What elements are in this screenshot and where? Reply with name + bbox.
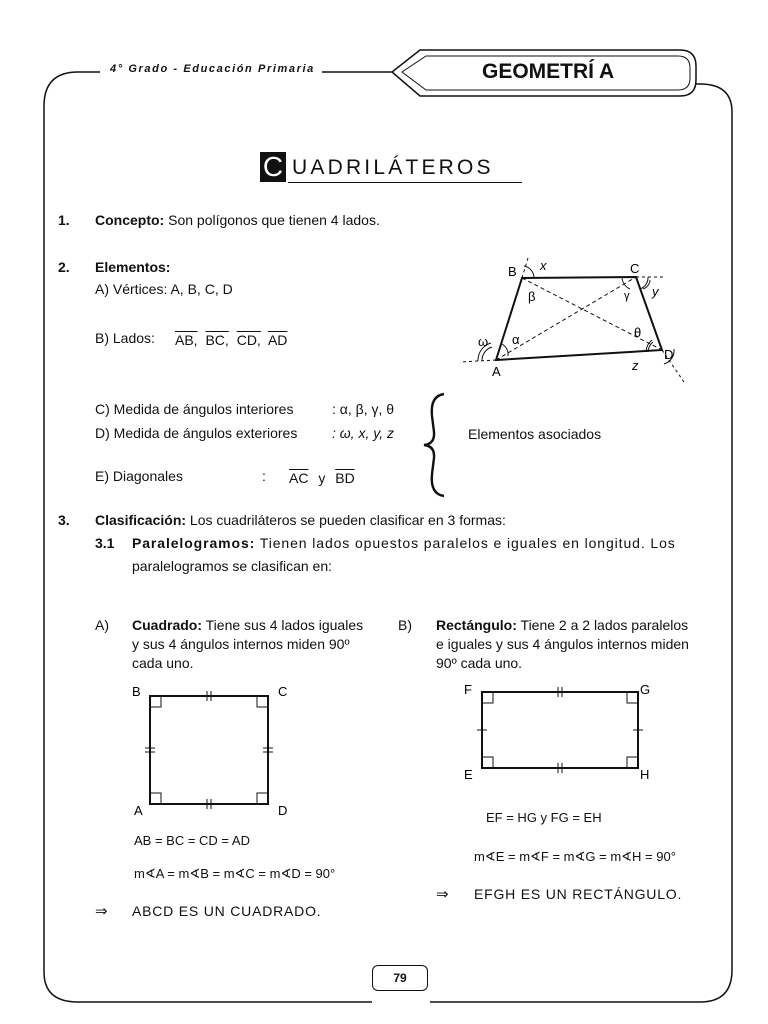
clasificacion-line bbox=[95, 511, 506, 530]
square-diagram bbox=[128, 680, 298, 820]
title-initial: C bbox=[260, 152, 286, 182]
option-letter: A) bbox=[95, 617, 109, 633]
rectangulo-description: Rectángulo: Tiene 2 a 2 lados paralelos e iguales y sus 4 ángulos internos miden 90º cada uno. bbox=[436, 617, 689, 671]
angle-theta-label: θ bbox=[634, 325, 642, 340]
diagonals-label: E) Diagonales bbox=[95, 468, 183, 484]
rectangulo-label: Rectángulo: bbox=[436, 617, 517, 633]
section-number: 3. bbox=[58, 512, 70, 528]
square-angles-equation: m∢A = m∢B = m∢C = m∢D = 90° bbox=[134, 866, 336, 881]
cuadrado-description: Cuadrado: Tiene sus 4 lados iguales y sus 4 ángulos internos miden 90º cada uno. bbox=[132, 617, 364, 671]
angle-beta-label: β bbox=[528, 289, 536, 304]
vertex-c: C bbox=[278, 684, 288, 699]
lados-list bbox=[175, 331, 287, 350]
vertex-h: H bbox=[640, 767, 650, 782]
interior-angles-value: : α, β, γ, θ bbox=[332, 401, 395, 417]
associated-elements: Elementos asociados bbox=[468, 426, 602, 442]
lados-label: B) Lados: bbox=[95, 330, 155, 346]
segment-bc: BC, bbox=[205, 332, 229, 348]
option-letter: B) bbox=[398, 617, 412, 633]
curly-brace bbox=[422, 392, 452, 498]
grade-label: 4° Grado - Educación Primaria bbox=[110, 63, 315, 75]
title-underline bbox=[288, 182, 522, 183]
vertex-a: A bbox=[492, 364, 501, 379]
interior-angles-label: C) Medida de ángulos interiores bbox=[95, 401, 294, 417]
diagonals-colon: : bbox=[262, 468, 266, 484]
vertex-a: A bbox=[134, 803, 143, 818]
vertex-c: C bbox=[630, 261, 640, 276]
implies-arrow: ⇒ bbox=[436, 886, 449, 903]
vertex-d: D bbox=[664, 347, 674, 362]
paralelogramos-label: Paralelogramos: bbox=[132, 535, 256, 551]
square-sides-equation: AB = BC = CD = AD bbox=[134, 833, 250, 848]
rectangle-angles-equation: m∢E = m∢F = m∢G = m∢H = 90° bbox=[474, 849, 676, 864]
vertex-g: G bbox=[640, 682, 651, 697]
clasificacion-label: Clasificación: bbox=[95, 512, 187, 528]
diagonals-value: $\overline{AC}$ y $\overline{BD}$ bbox=[289, 470, 355, 486]
angle-gamma-label: γ bbox=[624, 290, 630, 302]
segment-ad: $\overline{AD}$ bbox=[267, 332, 288, 348]
vertex-b: B bbox=[132, 684, 141, 699]
angle-omega-label: ω bbox=[478, 334, 489, 349]
exterior-angles-value: : ω, x, y, z bbox=[332, 425, 394, 441]
section-number: 1. bbox=[58, 212, 70, 228]
paralelogramos-text-2: paralelogramos se clasifican en: bbox=[132, 558, 332, 574]
vertex-f: F bbox=[464, 682, 472, 697]
clasificacion-text: Los cuadriláteros se pueden clasificar en 3 formas: bbox=[189, 512, 506, 528]
paralelogramos-line bbox=[132, 534, 718, 553]
subject-title: GEOMETRÍ A bbox=[482, 60, 615, 83]
vertex-e: E bbox=[464, 767, 473, 782]
rectangle-sides-equation: EF = HG y FG = EH bbox=[486, 810, 602, 825]
implies-arrow: ⇒ bbox=[95, 903, 108, 920]
paralelogramos-text: Tienen lados opuestos paralelos e iguales en longitud. Los bbox=[259, 535, 676, 551]
angle-y-label: y bbox=[652, 284, 659, 299]
square-conclusion: ABCD ES UN CUADRADO. bbox=[132, 903, 322, 919]
angle-x-label: x bbox=[540, 258, 547, 273]
vertex-b: B bbox=[508, 264, 517, 279]
segment-bd: $\overline{BD}$ bbox=[335, 470, 355, 486]
segment-cd: CD, bbox=[236, 332, 261, 348]
page-number: 79 bbox=[372, 965, 428, 991]
section-number: 2. bbox=[58, 259, 70, 275]
quadrilateral-diagram bbox=[440, 252, 730, 382]
concepto-line bbox=[95, 211, 380, 230]
page-title: UADRILÁTEROS bbox=[292, 156, 494, 179]
vertices-line: A) Vértices: A, B, C, D bbox=[95, 281, 233, 297]
segment-ac: $\overline{AC}$ bbox=[289, 470, 309, 486]
concepto-label: Concepto: bbox=[95, 212, 165, 228]
rectangle-diagram bbox=[460, 676, 660, 784]
concepto-text: Son polígonos que tienen 4 lados. bbox=[168, 212, 380, 228]
angle-alpha-label: α bbox=[512, 332, 520, 347]
segment-ab: AB, bbox=[175, 332, 198, 348]
vertex-d: D bbox=[278, 803, 288, 818]
subsection-number: 3.1 bbox=[95, 535, 115, 551]
rectangle-conclusion: EFGH ES UN RECTÁNGULO. bbox=[474, 886, 683, 902]
cuadrado-label: Cuadrado: bbox=[132, 617, 202, 633]
angle-z-label: z bbox=[632, 358, 639, 373]
exterior-angles-label: D) Medida de ángulos exteriores bbox=[95, 425, 298, 441]
elementos-label: Elementos: bbox=[95, 259, 171, 275]
